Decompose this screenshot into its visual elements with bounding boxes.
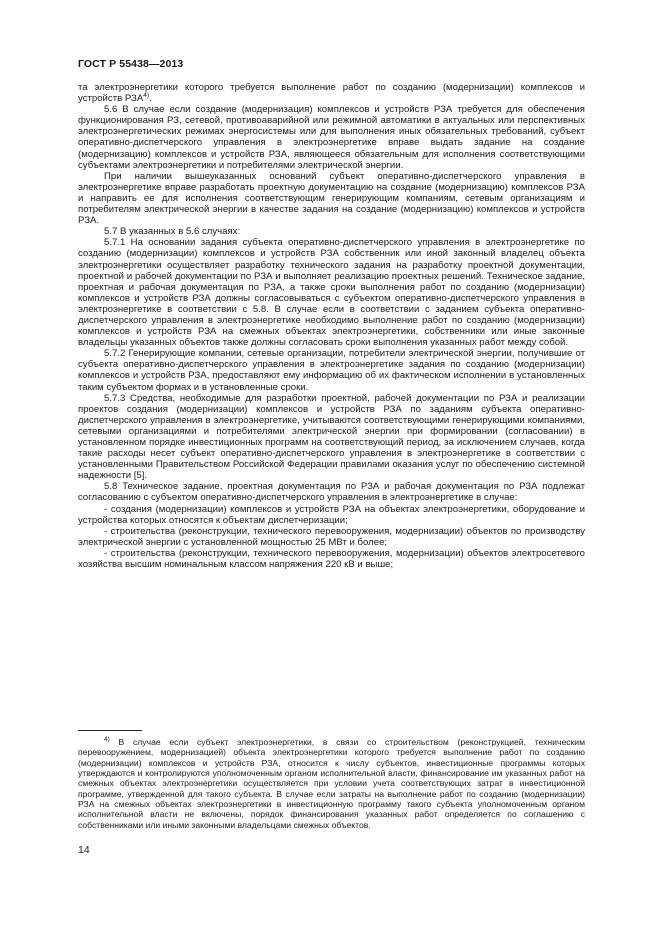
paragraph-5-6-b: При наличии вышеуказанных оснований субъект оперативно-диспетчерского управления в электроэнергетике вправе разработать проектную документацию на создание (модернизацию) комплексов РЗА и направить ее для исполнения соответствующим генерирующим компаниям, сетевым организациям и потребителям электрической энергии в качестве задания на создание (модернизацию) комплексов и устройств РЗА. [78, 170, 585, 227]
list-item: - создания (модернизации) комплексов и устройств РЗА на объектах электроэнергетики, оборудование и устройства которых относятся к объектам диспетчеризации; [78, 503, 585, 526]
document-header: ГОСТ Р 55438—2013 [78, 58, 184, 70]
footnote-separator [78, 730, 142, 731]
list-item: - строительства (реконструкции, технического перевооружения, модернизации) объектов электросетевого хозяйства высшим номинальным классом напряжения 220 кВ и выше; [78, 547, 585, 571]
paragraph-5-7-3: 5.7.3 Средства, необходимые для разработки проектной, рабочей документации по РЗА и реализации проектов создания (модернизации) комплексов и устройств РЗА по заданиям субъекта оперативно-диспетчерского управления в электроэнергетике, учитываются соответствующими генерирующими компаниями, сетевыми организациями и потребителями электрической энергии при формировании (согласовании) в установленном порядке инвестиционных программ на соответствующий период, за исключением случаев, когда такие расходы несет субъект оперативно-диспетчерского управления в электроэнергетике в соответствии с установленными Правительством Российской Федерации правилами оказания услуг по обеспечению системной надежности [5]. [78, 392, 585, 482]
paragraph-5-7: 5.7 В указанных в 5.6 случаях: [104, 226, 241, 238]
footnote-text: $^{4)}$ В случае если субъект электроэнергетики, в связи со строительством (реконструкцией, техническим перевооружением, модернизацией) объекта электроэнергетики которого требуется выполнение работ по созданию (модернизации) комплексов и устройств РЗА, относится к числу субъектов, инвестиционные программы которых утверждаются и контролируются уполномоченным органом исполнительной власти, финансирование им указанных работ на смежных объектах электроэнергетики осуществляется при условии учета соответствующих затрат в инвестиционной программе, утвержденной для такого субъекта. В случае если затраты на выполнение работ по созданию (модернизации) РЗА на смежных объектах электроэнергетики в инвестиционную программу такого субъекта уполномоченным органом исполнительной власти не включены, порядок финансирования указанных работ определяется по соглашению с собственниками или иными законными владельцами смежных объектов. [78, 736, 585, 830]
page-number: 14 [78, 844, 90, 856]
footnote-ref[interactable]: 4) [143, 91, 150, 99]
footnote-marker: 4) [104, 736, 110, 744]
paragraph-5-6: 5.6 В случае если создание (модернизация) комплексов и устройств РЗА требуется для обеспечения функционирования РЗ, сетевой, противоаварийной или режимной автоматики в актуальных или перспективных электроэнергетических режимах энергосистемы или для выполнения иных обязательных требований, субъект оперативно-диспетчерского управления в электроэнергетике вправе выдать задание на создание (модернизацию) комплексов и устройств РЗА, являющееся обязательным для исполнения соответствующими субъектами электроэнергетики и потребителями электрической энергии. [78, 104, 585, 171]
paragraph-5-7-2: 5.7.2 Генерирующие компании, сетевые организации, потребители электрической энергии, получившие от субъекта оперативно-диспетчерского управления в электроэнергетике задания по созданию (модернизации) комплексов и устройств РЗА, предоставляют ему информацию об их фактическом исполнении в установленных таким субъектом формах и в установленные сроки. [78, 348, 585, 393]
paragraph-5-8: 5.8 Техническое задание, проектная документация по РЗА и рабочая документация по РЗА подлежат согласованию с субъектом оперативно-диспетчерского управления в электроэнергетике в случае: [78, 481, 585, 504]
footnote [78, 737, 585, 830]
paragraph-0: та электроэнергетики которого требуется выполнение работ по созданию (модернизации) комплексов и устройств РЗА$^{4)}$. [78, 82, 585, 105]
body-text [78, 82, 585, 570]
paragraph-5-7-1: 5.7.1 На основании задания субъекта оперативно-диспетчерского управления в электроэнергетике по созданию (модернизации) комплексов и устройств РЗА собственник или иной законный владелец объекта электроэнергетики осуществляет разработку технического задания на разработку проектной документации, проектной и рабочей документации по РЗА и выполняет реализацию проектных решений. Техническое задание, проектная и рабочая документация по РЗА, а также сроки выполнения работ по созданию (модернизации) комплексов и устройств РЗА должны согласовываться с субъектом оперативно-диспетчерского управления в электроэнергетике в соответствии с 5.8. В случае если в соответствии с заданием субъекта оперативно-диспетчерского управления в электроэнергетике необходимо выполнение работ по созданию (модернизации) комплексов и устройств РЗА на смежных объектах электроэнергетики, собственники или иные законные владельцы указанных объектов также должны согласовать сроки выполнения указанных работ между собой. [78, 237, 585, 349]
list-item: - строительства (реконструкции, технического перевооружения, модернизации) объектов по производству электрической энергии с установленной мощностью 25 МВт и более; [78, 525, 585, 548]
